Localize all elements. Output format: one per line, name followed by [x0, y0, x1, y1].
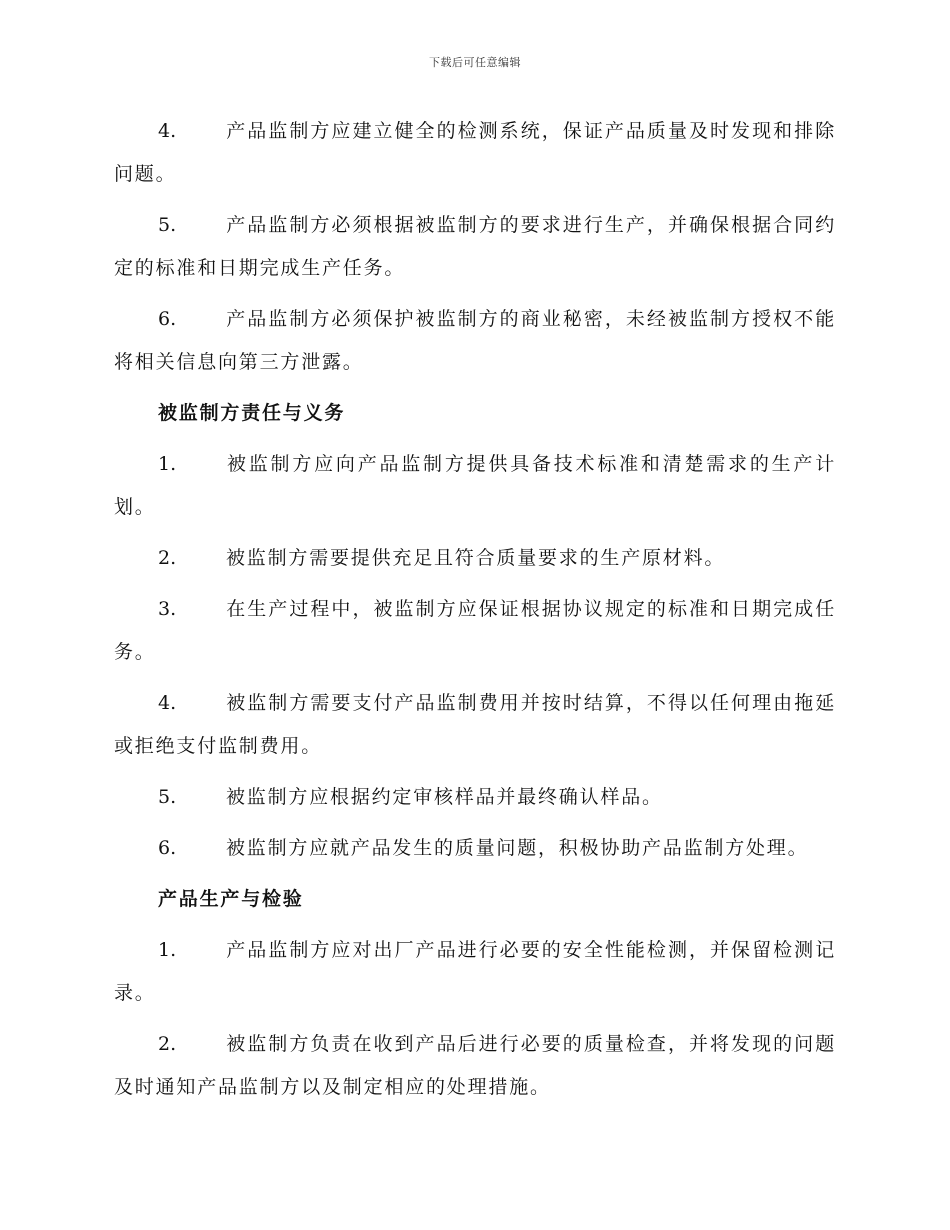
clause-item	[114, 1023, 836, 1109]
clause-number: 2.	[158, 547, 177, 569]
clause-number: 4.	[158, 120, 177, 142]
clause-item	[114, 682, 836, 768]
clause-item	[114, 298, 836, 384]
clause-item	[114, 929, 836, 1015]
clause-item	[114, 537, 836, 580]
clause-text: 产品监制方应对出厂产品进行必要的安全性能检测，并保留检测记录。	[114, 939, 836, 1004]
clause-number: 6.	[158, 308, 177, 330]
clause-text: 产品监制方应建立健全的检测系统，保证产品质量及时发现和排除问题。	[114, 120, 836, 185]
clause-text: 被监制方需要支付产品监制费用并按时结算，不得以任何理由拖延或拒绝支付监制费用。	[114, 692, 836, 757]
section-heading: 被监制方责任与义务	[158, 402, 346, 424]
clause-text: 产品监制方必须保护被监制方的商业秘密，未经被监制方授权不能将相关信息向第三方泄露。	[114, 308, 836, 373]
clause-number: 5.	[158, 786, 177, 808]
page-header: 下载后可任意编辑	[429, 56, 521, 69]
clause-number: 3.	[158, 598, 177, 620]
section-heading: 产品生产与检验	[158, 888, 304, 910]
clause-number: 1.	[158, 453, 177, 475]
clause-text: 被监制方应就产品发生的质量问题，积极协助产品监制方处理。	[226, 837, 809, 859]
clause-text: 在生产过程中，被监制方应保证根据协议规定的标准和日期完成任务。	[114, 598, 836, 663]
clause-text: 产品监制方必须根据被监制方的要求进行生产，并确保根据合同约定的标准和日期完成生产任务。	[114, 214, 836, 279]
clause-number: 4.	[158, 692, 177, 714]
clause-item	[114, 443, 836, 529]
clause-text: 被监制方需要提供充足且符合质量要求的生产原材料。	[226, 547, 726, 569]
clause-text: 被监制方应向产品监制方提供具备技术标准和清楚需求的生产计划。	[114, 453, 836, 518]
clause-number: 6.	[158, 837, 177, 859]
clause-item	[114, 110, 836, 196]
clause-text: 被监制方应根据约定审核样品并最终确认样品。	[226, 786, 663, 808]
clause-number: 5.	[158, 214, 177, 236]
clause-text: 被监制方负责在收到产品后进行必要的质量检查，并将发现的问题及时通知产品监制方以及制定相应的处理措施。	[114, 1033, 836, 1098]
clause-item	[114, 827, 836, 870]
clause-number: 2.	[158, 1033, 177, 1055]
document-body	[114, 110, 836, 1117]
clause-number: 1.	[158, 939, 177, 961]
clause-item	[114, 204, 836, 290]
clause-item	[114, 776, 836, 819]
clause-item	[114, 588, 836, 674]
